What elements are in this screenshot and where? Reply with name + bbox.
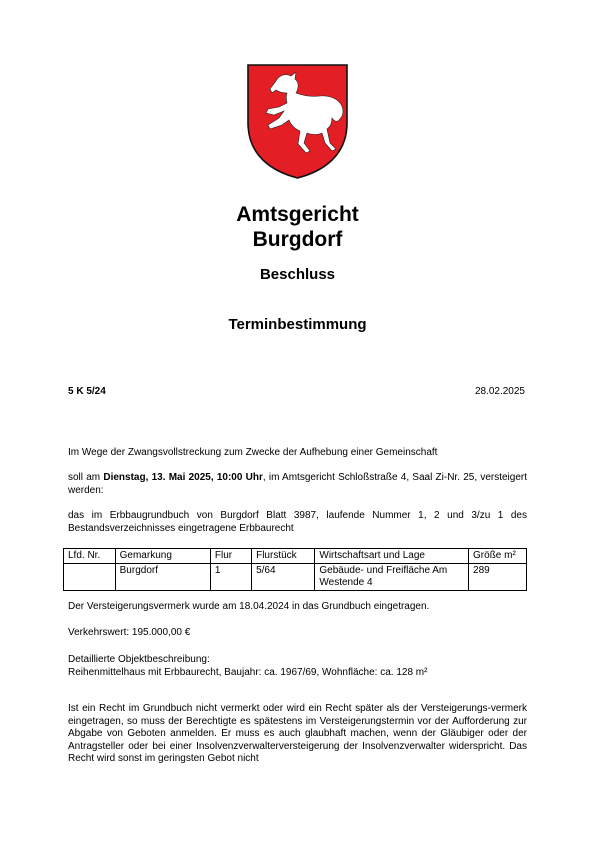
court-name-line1: Amtsgericht [236, 203, 359, 226]
vermerk-paragraph: Der Versteigerungsvermerk wurde am 18.04.2024 in das Grundbuch eingetragen. [68, 601, 430, 612]
object-description-heading: Detaillierte Objektbeschreibung: [68, 654, 210, 665]
col-header-wirtschaftsart: Wirtschaftsart und Lage [315, 549, 469, 564]
auction-date: Dienstag, 13. Mai 2025, 10:00 Uhr [103, 472, 263, 483]
auction-location: , im Amtsgericht Schloßstraße 4, Saal Zi-Nr. 25, versteigert werden: [68, 472, 528, 496]
document-date: 28.02.2025 [474, 386, 525, 397]
parcel-table [63, 548, 527, 591]
table-header-row [64, 549, 527, 564]
col-header-flurstueck: Flurstück [252, 549, 315, 564]
intro-paragraph: Im Wege der Zwangsvollstreckung zum Zwecke der Aufhebung einer Gemeinschaft [68, 447, 438, 458]
rights-paragraph: Ist ein Recht im Grundbuch nicht vermerkt oder wird ein Recht später als der Versteigerungs-vermerk eingetragen, so muss der Berechtigte es spätestens im Versteigerungstermin vor der Aufforderung zur Abgabe von Geboten anmelden. Er muss es auch glaubhaft machen, wenn der Gläubiger oder der Antragsteller oder bei einer Insolvenzverwalterversteigerung der Insolvenzverwalter widerspricht. Das Recht wird sonst im geringsten Gebot nicht [68, 703, 527, 764]
document-type: Beschluss [259, 266, 336, 283]
court-name-line2: Burgdorf [252, 228, 343, 251]
cell-lfd-nr [64, 564, 116, 591]
case-reference: 5 K 5/24 [68, 386, 106, 397]
cell-gemarkung: Burgdorf [115, 564, 210, 591]
lower-saxony-horse-crest-icon [246, 63, 349, 180]
object-description: Reihenmittelhaus mit Erbbaurecht, Baujahr: ca. 1967/69, Wohnfläche: ca. 128 m² [68, 666, 428, 678]
auction-date-paragraph [68, 472, 527, 497]
register-paragraph: das im Erbbaugrundbuch von Burgdorf Blatt 3987, laufende Nummer 1, 2 und 3/zu 1 des Bestandsverzeichnisses eingetragene Erbbaurecht [68, 510, 527, 534]
cell-groesse: 289 [469, 564, 527, 591]
col-header-groesse: Größe m² [469, 549, 527, 564]
object-description-block [68, 654, 527, 679]
col-header-flur: Flur [210, 549, 251, 564]
table-row [64, 564, 527, 591]
auction-date-prefix: soll am [68, 472, 104, 483]
cell-flurstueck: 5/64 [252, 564, 315, 591]
cell-wirtschaftsart: Gebäude- und Freifläche Am Westende 4 [315, 564, 469, 591]
market-value: Verkehrswert: 195.000,00 € [68, 627, 191, 638]
col-header-lfd-nr: Lfd. Nr. [64, 549, 116, 564]
document-title: Terminbestimmung [228, 316, 367, 333]
col-header-gemarkung: Gemarkung [115, 549, 210, 564]
cell-flur: 1 [210, 564, 251, 591]
